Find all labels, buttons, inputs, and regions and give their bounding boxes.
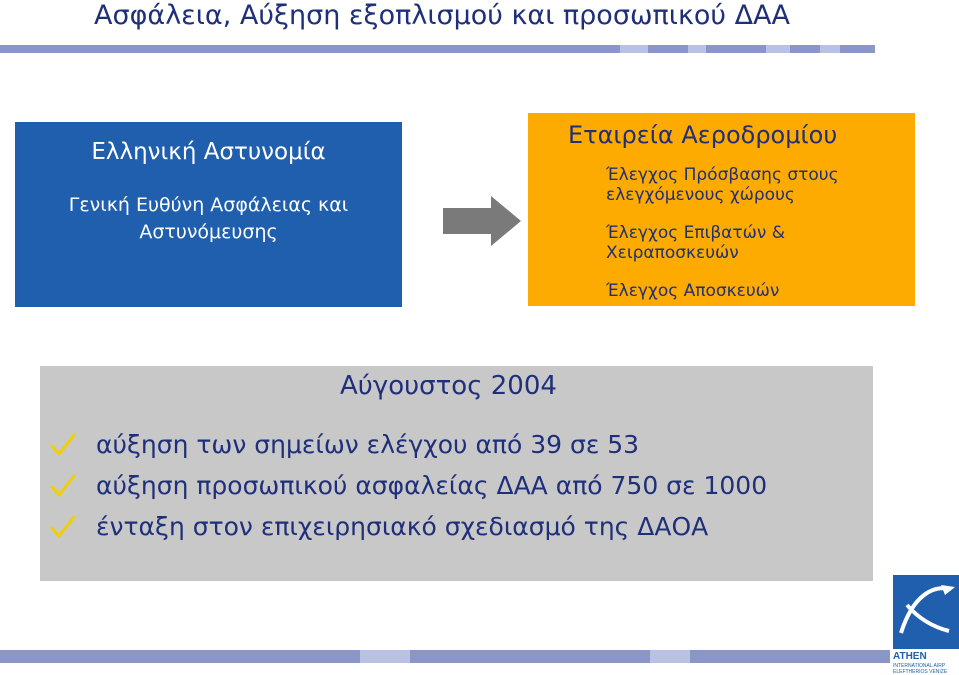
- airport-item-line: ελεγχόμενους χώρους: [606, 185, 795, 205]
- airport-item-baggage-screening: [606, 281, 779, 301]
- bullet-item: [50, 430, 639, 460]
- airport-logo-name: ATHEN: [893, 651, 927, 662]
- airport-box: [528, 113, 915, 306]
- police-box-title: Ελληνική Αστυνομία: [91, 139, 326, 165]
- airport-box-title: Εταιρεία Αεροδρομίου: [568, 121, 838, 149]
- airport-item-line: Έλεγχος Επιβατών &: [606, 223, 786, 243]
- airport-logo-subtitle-line1: INTERNATIONAL AIRP: [893, 663, 946, 669]
- checkmark-icon: [50, 432, 76, 458]
- title-underline-bar: [0, 45, 875, 53]
- bullet-text: ένταξη στον επιχειρησιακό σχεδιασμό της ΔΑΟΑ: [96, 512, 709, 541]
- august-box: [40, 366, 873, 581]
- right-arrow-icon: [443, 196, 521, 246]
- bullet-text: αύξηση προσωπικού ασφαλείας ΔΑΑ από 750 σε 1000: [96, 471, 768, 500]
- airport-item-line: Έλεγχος Πρόσβασης στους: [606, 165, 839, 185]
- airport-item-access-control: [606, 165, 839, 205]
- airport-logo-subtitle-line2: ELEFTHERIOS VENIZE: [893, 669, 948, 675]
- bullet-item: [50, 512, 708, 542]
- slide-title: Ασφάλεια, Αύξηση εξοπλισμού και προσωπικού ΔΑΑ: [94, 0, 790, 31]
- checkmark-icon: [50, 514, 76, 540]
- airport-item-line: Χειραποσκευών: [606, 243, 739, 263]
- police-box: [15, 122, 402, 307]
- airport-item-passenger-screening: [606, 223, 785, 263]
- airport-item-line: Έλεγχος Αποσκευών: [606, 281, 780, 301]
- police-box-subtitle-line1: Γενική Ευθύνη Ασφάλειας και: [68, 194, 349, 216]
- footer-bar: [0, 650, 890, 663]
- bullet-text: αύξηση των σημείων ελέγχου από 39 σε 53: [96, 430, 640, 459]
- airport-logo-subtitle: [893, 663, 959, 675]
- august-box-title: Αύγουστος 2004: [340, 371, 557, 401]
- airport-logo: [893, 575, 959, 674]
- checkmark-icon: [50, 473, 76, 499]
- police-box-subtitle-line2: Αστυνόμευσης: [139, 221, 278, 243]
- bullet-item: [50, 471, 767, 501]
- police-box-subtitle: [15, 192, 402, 246]
- airport-logo-mark-icon: [893, 575, 959, 649]
